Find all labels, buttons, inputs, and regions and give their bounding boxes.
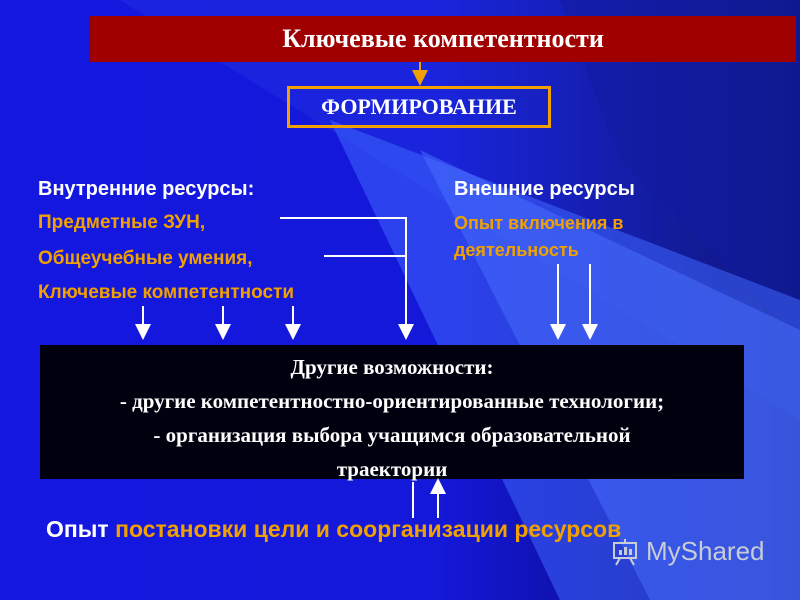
internal-item-subject-skills: Предметные ЗУН, [38,212,206,233]
internal-resources-heading: Внутренние ресурсы: [38,178,255,200]
internal-item-key-competencies: Ключевые компетентности [38,282,295,303]
formation-label: ФОРМИРОВАНИЕ [321,94,517,119]
watermark-text: MyShared [646,536,765,566]
panel-line-choice: - организация выбора учащимся образовательной [153,423,631,447]
bottom-caption [46,516,621,543]
internal-item-general-skills: Общеучебные умения, [38,248,253,269]
watermark [610,536,765,567]
panel-line-technologies: - другие компетентностно-ориентированные технологии; [119,389,665,413]
title-text: Ключевые компетентности [282,24,604,53]
external-item-line-1: Опыт включения в [454,213,624,233]
bottom-caption-prefix: Опыт [46,516,116,542]
bottom-caption-rest: постановки цели и соорганизации ресурсов [115,516,622,542]
presentation-icon [610,537,640,567]
external-resources-heading: Внешние ресурсы [454,178,635,200]
panel-line-trajectory: траектории [336,457,448,481]
subject-skills-connector [280,218,406,332]
external-item-line-2: деятельность [454,240,579,260]
panel-line-heading: Другие возможности: [290,355,494,379]
